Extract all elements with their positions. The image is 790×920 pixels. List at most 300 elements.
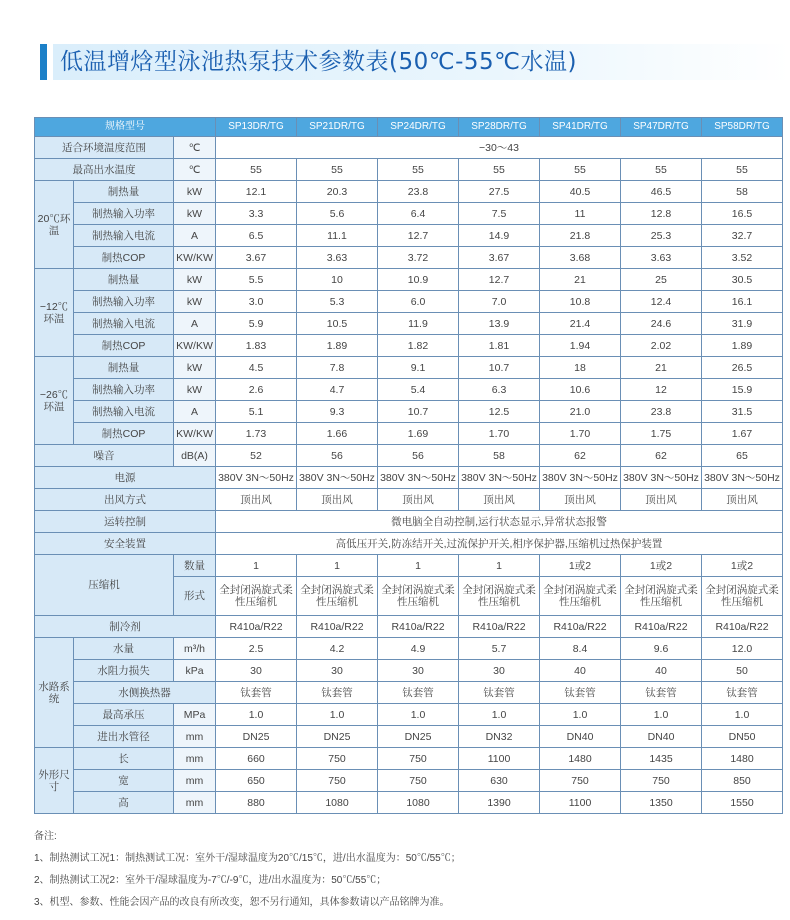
table-row <box>35 467 783 489</box>
value-cell: 1.0 <box>540 704 621 726</box>
value-cell: 钛套管 <box>540 682 621 704</box>
value-cell: 380V 3N～50Hz <box>297 467 378 489</box>
note-item: 2、制热测试工况2：室外干/湿球温度为-7℃/-9℃，进/出水温度为：50℃/55℃； <box>34 875 387 886</box>
row-label: 制热量 <box>74 269 174 291</box>
value-cell: 23.8 <box>378 181 459 203</box>
value-cell <box>540 577 621 616</box>
value-cell: 850 <box>702 770 783 792</box>
value-cell: 1.70 <box>459 423 540 445</box>
value-cell: 12.8 <box>621 203 702 225</box>
unit-cell: kW <box>174 203 216 225</box>
value-cell: 30 <box>216 660 297 682</box>
value-cell: 3.0 <box>216 291 297 313</box>
table-row <box>35 726 783 748</box>
value-cell: 6.0 <box>378 291 459 313</box>
spec-table <box>34 117 783 814</box>
value-cell: 15.9 <box>702 379 783 401</box>
value-cell: 21.8 <box>540 225 621 247</box>
unit-cell: m³/h <box>174 638 216 660</box>
value-cell: 高低压开关,防冻结开关,过流保护开关,相序保护器,压缩机过热保护装置 <box>216 533 783 555</box>
row-label: 水量 <box>74 638 174 660</box>
value-cell: 1100 <box>540 792 621 814</box>
row-label: 适合环境温度范围 <box>35 137 174 159</box>
value-cell: 1.69 <box>378 423 459 445</box>
value-cell: 13.9 <box>459 313 540 335</box>
value-cell: 40 <box>540 660 621 682</box>
value-cell: 1或2 <box>702 555 783 577</box>
value-cell: 20.3 <box>297 181 378 203</box>
value-cell: 10.7 <box>378 401 459 423</box>
value-cell: 56 <box>297 445 378 467</box>
notes <box>34 826 461 914</box>
row-label: 最高出水温度 <box>35 159 174 181</box>
table-row <box>35 533 783 555</box>
model-header: SP24DR/TG <box>378 118 459 137</box>
value-cell: 1.73 <box>216 423 297 445</box>
table-row <box>35 203 783 225</box>
value-cell: 1.66 <box>297 423 378 445</box>
value-cell: 25 <box>621 269 702 291</box>
value-cell: 12.5 <box>459 401 540 423</box>
row-label: 噪音 <box>35 445 174 467</box>
cell-line: 全封闭涡旋式柔 <box>705 584 779 596</box>
value-cell: 380V 3N～50Hz <box>702 467 783 489</box>
note-item: 1、制热测试工况1：制热测试工况：室外干/湿球温度为20℃/15℃，进/出水温度为：50℃/55℃； <box>34 853 461 864</box>
header-label: 规格型号 <box>35 118 216 137</box>
value-cell: 750 <box>297 770 378 792</box>
cell-line: 性压缩机 <box>478 596 520 608</box>
value-cell: 1或2 <box>540 555 621 577</box>
cell-line: 全封闭涡旋式柔 <box>381 584 455 596</box>
value-cell: 5.9 <box>216 313 297 335</box>
group-label: 20℃环温 <box>35 181 74 269</box>
value-cell: 5.5 <box>216 269 297 291</box>
value-cell: 30 <box>378 660 459 682</box>
value-cell: 1.81 <box>459 335 540 357</box>
value-cell: 21.0 <box>540 401 621 423</box>
value-cell: 380V 3N～50Hz <box>459 467 540 489</box>
value-cell: 58 <box>459 445 540 467</box>
value-cell: 55 <box>540 159 621 181</box>
value-cell: 钛套管 <box>297 682 378 704</box>
value-cell: DN32 <box>459 726 540 748</box>
value-cell: 65 <box>702 445 783 467</box>
value-cell: 750 <box>378 748 459 770</box>
value-cell: R410a/R22 <box>297 616 378 638</box>
value-cell: 10.7 <box>459 357 540 379</box>
table-row <box>35 682 783 704</box>
row-label: 制热输入功率 <box>74 203 174 225</box>
value-cell: DN25 <box>216 726 297 748</box>
row-label: 制热量 <box>74 357 174 379</box>
value-cell: 10.9 <box>378 269 459 291</box>
value-cell: 3.63 <box>297 247 378 269</box>
value-cell: 1 <box>216 555 297 577</box>
value-cell: 顶出风 <box>297 489 378 511</box>
value-cell: 31.9 <box>702 313 783 335</box>
unit-cell: dB(A) <box>174 445 216 467</box>
value-cell: 7.0 <box>459 291 540 313</box>
value-cell: 1 <box>297 555 378 577</box>
row-label: 制热COP <box>74 247 174 269</box>
value-cell: 1.0 <box>702 704 783 726</box>
value-cell: 顶出风 <box>540 489 621 511</box>
value-cell: 3.67 <box>459 247 540 269</box>
value-cell: 380V 3N～50Hz <box>378 467 459 489</box>
value-cell: 32.7 <box>702 225 783 247</box>
value-cell: R410a/R22 <box>621 616 702 638</box>
row-label: 运转控制 <box>35 511 216 533</box>
row-label: 电源 <box>35 467 216 489</box>
model-header: SP21DR/TG <box>297 118 378 137</box>
unit-cell: ℃ <box>174 137 216 159</box>
unit-cell: kW <box>174 357 216 379</box>
value-cell: 2.5 <box>216 638 297 660</box>
value-cell: 1.0 <box>621 704 702 726</box>
value-cell: 3.3 <box>216 203 297 225</box>
value-cell: DN40 <box>540 726 621 748</box>
value-cell: 1.67 <box>702 423 783 445</box>
value-cell: 62 <box>540 445 621 467</box>
value-cell: 1或2 <box>621 555 702 577</box>
group-label: 外形尺寸 <box>35 748 74 814</box>
cell-line: 全封闭涡旋式柔 <box>219 584 293 596</box>
value-cell: 40 <box>621 660 702 682</box>
value-cell: 8.4 <box>540 638 621 660</box>
unit-cell: mm <box>174 770 216 792</box>
unit-cell: KW/KW <box>174 335 216 357</box>
value-cell: 5.3 <box>297 291 378 313</box>
value-cell: 24.6 <box>621 313 702 335</box>
value-cell: 18 <box>540 357 621 379</box>
value-cell: 10.6 <box>540 379 621 401</box>
cell-line: 性压缩机 <box>397 596 439 608</box>
value-cell: 56 <box>378 445 459 467</box>
value-cell: 4.7 <box>297 379 378 401</box>
value-cell: R410a/R22 <box>378 616 459 638</box>
value-cell: 1.75 <box>621 423 702 445</box>
row-label: 长 <box>74 748 174 770</box>
value-cell: 10.8 <box>540 291 621 313</box>
value-cell: 3.52 <box>702 247 783 269</box>
unit-cell: kPa <box>174 660 216 682</box>
table-row <box>35 159 783 181</box>
value-cell: 55 <box>378 159 459 181</box>
value-cell: 1.82 <box>378 335 459 357</box>
value-cell: 650 <box>216 770 297 792</box>
value-cell: 55 <box>621 159 702 181</box>
value-cell: 58 <box>702 181 783 203</box>
value-cell: 55 <box>297 159 378 181</box>
title-bar <box>0 44 790 80</box>
row-label: 宽 <box>74 770 174 792</box>
value-cell: 380V 3N～50Hz <box>216 467 297 489</box>
cell-line: 性压缩机 <box>640 596 682 608</box>
value-cell: 9.6 <box>621 638 702 660</box>
value-cell: 21 <box>540 269 621 291</box>
row-label: 制热输入电流 <box>74 225 174 247</box>
value-cell: 46.5 <box>621 181 702 203</box>
value-cell <box>297 577 378 616</box>
value-cell: 21 <box>621 357 702 379</box>
table-row <box>35 291 783 313</box>
value-cell: 1.0 <box>378 704 459 726</box>
table-row <box>35 748 783 770</box>
value-cell: 2.02 <box>621 335 702 357</box>
value-cell <box>702 577 783 616</box>
value-cell: 750 <box>621 770 702 792</box>
value-cell: 顶出风 <box>378 489 459 511</box>
table-row <box>35 247 783 269</box>
value-cell: 顶出风 <box>702 489 783 511</box>
value-cell: 1435 <box>621 748 702 770</box>
value-cell: 钛套管 <box>702 682 783 704</box>
value-cell: 9.3 <box>297 401 378 423</box>
value-cell: 55 <box>216 159 297 181</box>
value-cell: 1550 <box>702 792 783 814</box>
value-cell: 9.1 <box>378 357 459 379</box>
value-cell: 30.5 <box>702 269 783 291</box>
value-cell: 6.3 <box>459 379 540 401</box>
row-label: 数量 <box>174 555 216 577</box>
unit-cell: A <box>174 313 216 335</box>
value-cell: 5.4 <box>378 379 459 401</box>
value-cell: 12.7 <box>378 225 459 247</box>
unit-cell: kW <box>174 379 216 401</box>
page-title: 低温增焓型泳池热泵技术参数表(50℃-55℃水温) <box>60 49 577 75</box>
value-cell <box>378 577 459 616</box>
value-cell: 2.6 <box>216 379 297 401</box>
title-accent-bar <box>40 44 47 80</box>
row-label: 水阻力损失 <box>74 660 174 682</box>
value-cell: 1.0 <box>216 704 297 726</box>
cell-line: 性压缩机 <box>235 596 277 608</box>
value-cell: 6.4 <box>378 203 459 225</box>
value-cell: R410a/R22 <box>702 616 783 638</box>
unit-cell: A <box>174 401 216 423</box>
table-row <box>35 638 783 660</box>
model-header: SP58DR/TG <box>702 118 783 137</box>
value-cell: 3.68 <box>540 247 621 269</box>
row-label: 制热输入电流 <box>74 313 174 335</box>
row-label: 形式 <box>174 577 216 616</box>
value-cell: 钛套管 <box>459 682 540 704</box>
value-cell: 55 <box>702 159 783 181</box>
value-cell: 1.0 <box>459 704 540 726</box>
value-cell: 1 <box>459 555 540 577</box>
row-label: 制热输入功率 <box>74 379 174 401</box>
value-cell: DN25 <box>297 726 378 748</box>
value-cell: 1 <box>378 555 459 577</box>
group-label: 水路系统 <box>35 638 74 748</box>
value-cell: 1480 <box>702 748 783 770</box>
value-cell: 25.3 <box>621 225 702 247</box>
value-cell: 10 <box>297 269 378 291</box>
table-row <box>35 423 783 445</box>
value-cell: 4.5 <box>216 357 297 379</box>
table-row <box>35 445 783 467</box>
value-cell: 5.1 <box>216 401 297 423</box>
group-label: −12℃环温 <box>35 269 74 357</box>
value-cell: 顶出风 <box>216 489 297 511</box>
cell-line: 全封闭涡旋式柔 <box>543 584 617 596</box>
value-cell: 11.1 <box>297 225 378 247</box>
value-cell: 顶出风 <box>459 489 540 511</box>
value-cell <box>459 577 540 616</box>
value-cell: 50 <box>702 660 783 682</box>
value-cell: 880 <box>216 792 297 814</box>
value-cell: 14.9 <box>459 225 540 247</box>
value-cell <box>216 577 297 616</box>
value-cell: 1.0 <box>297 704 378 726</box>
value-cell: R410a/R22 <box>216 616 297 638</box>
unit-cell: KW/KW <box>174 423 216 445</box>
value-cell: 微电脑全自动控制,运行状态显示,异常状态报警 <box>216 511 783 533</box>
table-row <box>35 511 783 533</box>
value-cell: 31.5 <box>702 401 783 423</box>
row-label: 进出水管径 <box>74 726 174 748</box>
value-cell: 钛套管 <box>216 682 297 704</box>
value-cell: 16.5 <box>702 203 783 225</box>
table-row <box>35 181 783 203</box>
table-row <box>35 792 783 814</box>
value-cell: 6.5 <box>216 225 297 247</box>
value-cell: 750 <box>540 770 621 792</box>
value-cell: 1.94 <box>540 335 621 357</box>
row-label: 制热COP <box>74 423 174 445</box>
value-cell: 12 <box>621 379 702 401</box>
table-row <box>35 401 783 423</box>
value-cell: 1.89 <box>702 335 783 357</box>
value-cell: 26.5 <box>702 357 783 379</box>
value-cell: 钛套管 <box>378 682 459 704</box>
unit-cell: mm <box>174 748 216 770</box>
value-cell: 3.63 <box>621 247 702 269</box>
value-cell: 4.9 <box>378 638 459 660</box>
group-label: −26℃环温 <box>35 357 74 445</box>
value-cell: DN25 <box>378 726 459 748</box>
value-cell: DN50 <box>702 726 783 748</box>
value-cell: 52 <box>216 445 297 467</box>
value-cell: 12.7 <box>459 269 540 291</box>
value-cell: 4.2 <box>297 638 378 660</box>
value-cell: 钛套管 <box>621 682 702 704</box>
cell-line: 性压缩机 <box>316 596 358 608</box>
table-row <box>35 660 783 682</box>
table-row <box>35 704 783 726</box>
table-row <box>35 313 783 335</box>
row-label: 制冷剂 <box>35 616 216 638</box>
table-row <box>35 379 783 401</box>
value-cell: 27.5 <box>459 181 540 203</box>
value-cell <box>621 577 702 616</box>
model-header: SP28DR/TG <box>459 118 540 137</box>
value-cell: 750 <box>297 748 378 770</box>
value-cell: 1080 <box>378 792 459 814</box>
value-cell: −30～43 <box>216 137 783 159</box>
table-row <box>35 489 783 511</box>
value-cell: 21.4 <box>540 313 621 335</box>
value-cell: 30 <box>297 660 378 682</box>
value-cell: 630 <box>459 770 540 792</box>
cell-line: 性压缩机 <box>721 596 763 608</box>
value-cell: 顶出风 <box>621 489 702 511</box>
value-cell: DN40 <box>621 726 702 748</box>
row-label: 制热COP <box>74 335 174 357</box>
value-cell: 1.70 <box>540 423 621 445</box>
value-cell: R410a/R22 <box>540 616 621 638</box>
value-cell: 660 <box>216 748 297 770</box>
value-cell: 12.4 <box>621 291 702 313</box>
row-label: 制热量 <box>74 181 174 203</box>
unit-cell: MPa <box>174 704 216 726</box>
value-cell: 380V 3N～50Hz <box>621 467 702 489</box>
unit-cell: mm <box>174 726 216 748</box>
unit-cell: A <box>174 225 216 247</box>
table-row <box>35 137 783 159</box>
unit-cell: kW <box>174 269 216 291</box>
notes-heading: 备注: <box>34 831 57 842</box>
note-item: 3、机型、参数、性能会因产品的改良有所改变，恕不另行通知，具体参数请以产品铭牌为准。 <box>34 897 450 908</box>
value-cell: 1.83 <box>216 335 297 357</box>
value-cell: 1350 <box>621 792 702 814</box>
table-row <box>35 770 783 792</box>
unit-cell: KW/KW <box>174 247 216 269</box>
row-label: 出风方式 <box>35 489 216 511</box>
value-cell: R410a/R22 <box>459 616 540 638</box>
table-row <box>35 616 783 638</box>
cell-line: 全封闭涡旋式柔 <box>300 584 374 596</box>
value-cell: 3.67 <box>216 247 297 269</box>
row-label: 制热输入功率 <box>74 291 174 313</box>
model-header: SP41DR/TG <box>540 118 621 137</box>
value-cell: 5.6 <box>297 203 378 225</box>
table-row <box>35 269 783 291</box>
model-header: SP47DR/TG <box>621 118 702 137</box>
group-label: 压缩机 <box>35 555 174 616</box>
row-label: 制热输入电流 <box>74 401 174 423</box>
value-cell: 62 <box>621 445 702 467</box>
row-label: 水侧换热器 <box>74 682 216 704</box>
value-cell: 12.1 <box>216 181 297 203</box>
table-row <box>35 555 783 577</box>
value-cell: 10.5 <box>297 313 378 335</box>
value-cell: 1480 <box>540 748 621 770</box>
value-cell: 1100 <box>459 748 540 770</box>
value-cell: 380V 3N～50Hz <box>540 467 621 489</box>
value-cell: 40.5 <box>540 181 621 203</box>
value-cell: 11.9 <box>378 313 459 335</box>
model-header: SP13DR/TG <box>216 118 297 137</box>
value-cell: 750 <box>378 770 459 792</box>
value-cell: 12.0 <box>702 638 783 660</box>
value-cell: 7.8 <box>297 357 378 379</box>
cell-line: 全封闭涡旋式柔 <box>624 584 698 596</box>
cell-line: 全封闭涡旋式柔 <box>462 584 536 596</box>
unit-cell: kW <box>174 291 216 313</box>
table-row <box>35 335 783 357</box>
unit-cell: ℃ <box>174 159 216 181</box>
table-row <box>35 357 783 379</box>
value-cell: 55 <box>459 159 540 181</box>
value-cell: 1080 <box>297 792 378 814</box>
row-label: 最高承压 <box>74 704 174 726</box>
cell-line: 性压缩机 <box>559 596 601 608</box>
value-cell: 3.72 <box>378 247 459 269</box>
value-cell: 11 <box>540 203 621 225</box>
value-cell: 5.7 <box>459 638 540 660</box>
unit-cell: kW <box>174 181 216 203</box>
